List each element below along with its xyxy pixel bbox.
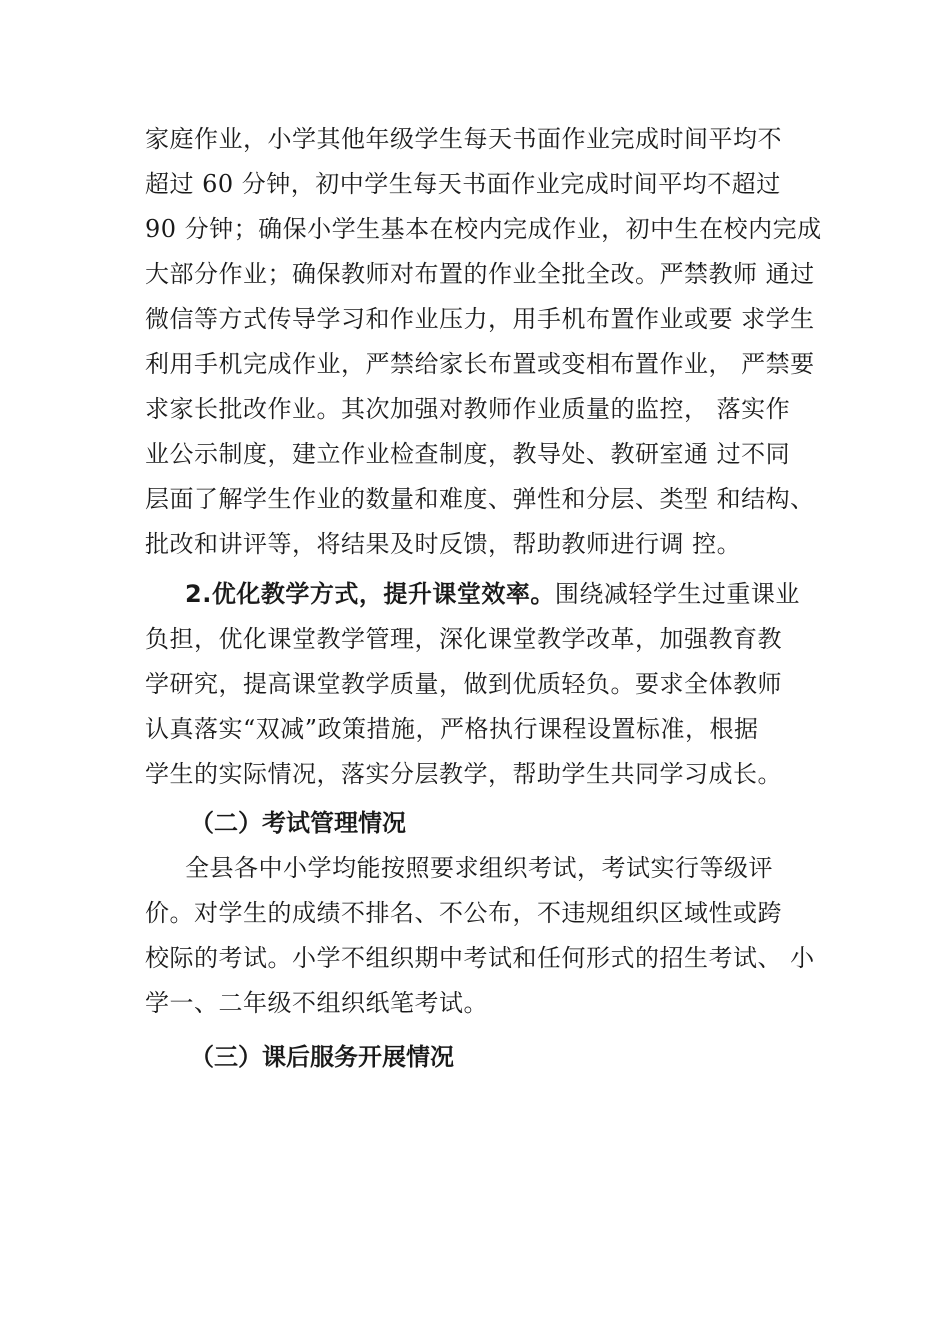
- text-line: 认真落实“双减”政策措施，严格执行课程设置标准，根据: [145, 715, 759, 743]
- section-heading-exam-management: （二）考试管理情况: [190, 809, 406, 837]
- text-line: 学研究，提高课堂教学质量，做到优质轻负。要求全体教师: [145, 670, 782, 698]
- text-line: 负担，优化课堂教学管理，深化课堂教学改革，加强教育教: [145, 625, 782, 653]
- text-line: 大部分作业；确保教师对布置的作业全批全改。严禁教师 通过: [145, 260, 815, 288]
- text-line: 业公示制度，建立作业检查制度，教导处、教研室通 过不同: [145, 440, 791, 468]
- text-run: 围绕减轻学生过重课业: [554, 580, 800, 608]
- text-line: 校际的考试。小学不组织期中考试和任何形式的招生考试、 小: [145, 944, 815, 972]
- text-line: 批改和讲评等，将结果及时反馈，帮助教师进行调 控。: [145, 530, 742, 558]
- text-line: 超过 60 分钟，初中学生每天书面作业完成时间平均不超过: [145, 170, 781, 198]
- text-line: 微信等方式传导学习和作业压力，用手机布置作业或要 求学生: [145, 305, 815, 333]
- text-line-lead: [185, 577, 800, 611]
- text-line: 层面了解学生作业的数量和难度、弹性和分层、类型 和结构、: [145, 485, 815, 513]
- text-line: 学一、二年级不组织纸笔考试。: [145, 989, 488, 1017]
- section-heading-after-school-service: （三）课后服务开展情况: [190, 1043, 454, 1071]
- paragraph-lead-title: 2.优化教学方式，提升课堂效率。: [185, 580, 555, 608]
- text-line: 90 分钟；确保小学生基本在校内完成作业，初中生在校内完成: [145, 215, 822, 243]
- text-line: 利用手机完成作业，严禁给家长布置或变相布置作业， 严禁要: [145, 350, 815, 378]
- text-line: 求家长批改作业。其次加强对教师作业质量的监控， 落实作: [145, 395, 791, 423]
- text-line: 全县各中小学均能按照要求组织考试，考试实行等级评: [185, 854, 773, 882]
- text-line: 学生的实际情况，落实分层教学，帮助学生共同学习成长。: [145, 760, 782, 788]
- text-line: 价。对学生的成绩不排名、不公布，不违规组织区域性或跨: [145, 899, 782, 927]
- text-line: 家庭作业，小学其他年级学生每天书面作业完成时间平均不: [145, 125, 782, 153]
